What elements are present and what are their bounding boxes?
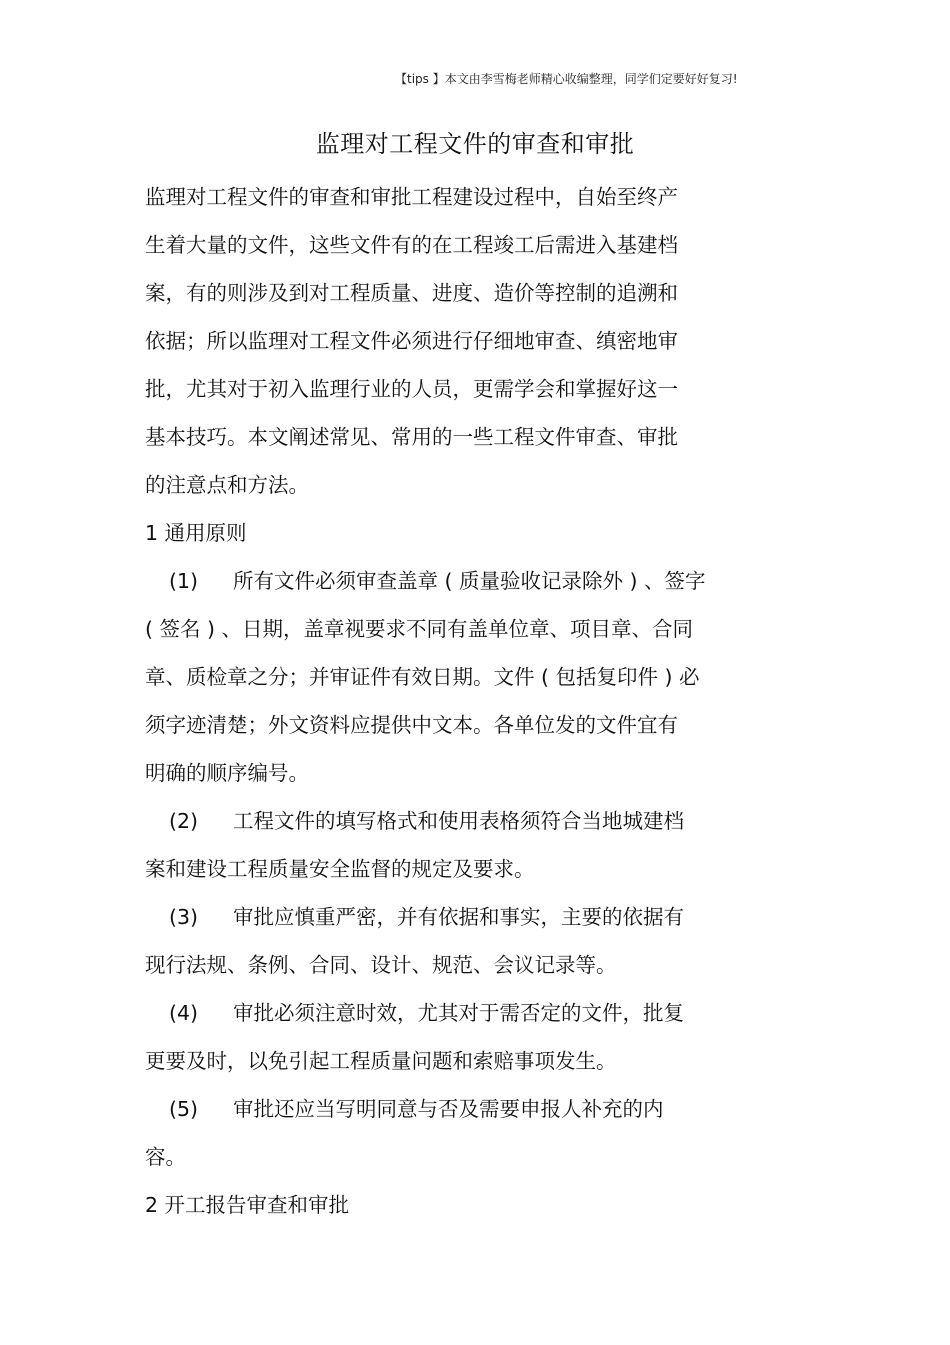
page-title: 监理对工程文件的审查和审批 [315, 130, 635, 158]
intro-line: 的注意点和方法。 [145, 473, 309, 497]
section-heading: 1 通用原则 [145, 521, 247, 545]
list-item-first-line [145, 1097, 664, 1121]
item-text: 审批还应当写明同意与否及需要申报人补充的内 [233, 1097, 664, 1121]
section-heading: 2 开工报告审查和审批 [145, 1193, 350, 1217]
list-item-line: 容。 [145, 1145, 186, 1169]
item-number: (2) [169, 809, 199, 833]
list-item-line: 更要及时，以免引起工程质量问题和索赔事项发生。 [145, 1049, 617, 1073]
list-item-first-line [145, 905, 684, 929]
list-item-first-line [145, 1001, 684, 1025]
intro-line: 案，有的则涉及到对工程质量、进度、造价等控制的追溯和 [145, 281, 678, 305]
list-item-line: ( 签名 ) 、日期，盖章视要求不同有盖单位章、项目章、合同 [145, 617, 694, 641]
intro-line: 批，尤其对于初入监理行业的人员，更需学会和掌握好这一 [145, 377, 678, 401]
list-item-line: 须字迹清楚；外文资料应提供中文本。各单位发的文件宜有 [145, 713, 678, 737]
item-text: 审批应慎重严密，并有依据和事实，主要的依据有 [233, 905, 684, 929]
list-item-first-line [145, 569, 706, 593]
list-item-line: 现行法规、条例、合同、设计、规范、会议记录等。 [145, 953, 617, 977]
item-text: 审批必须注意时效，尤其对于需否定的文件，批复 [233, 1001, 684, 1025]
list-item-first-line [145, 809, 684, 833]
intro-line: 生着大量的文件，这些文件有的在工程竣工后需进入基建档 [145, 233, 678, 257]
item-text: 工程文件的填写格式和使用表格须符合当地城建档 [233, 809, 684, 833]
item-text: 所有文件必须审查盖章 ( 质量验收记录除外 ) 、签字 [233, 569, 706, 593]
item-number: (5) [169, 1097, 199, 1121]
item-number: (3) [169, 905, 199, 929]
item-number: (1) [169, 569, 199, 593]
intro-line: 监理对工程文件的审查和审批工程建设过程中，自始至终产 [145, 185, 678, 209]
list-item-line: 案和建设工程质量安全监督的规定及要求。 [145, 857, 535, 881]
item-number: (4) [169, 1001, 199, 1025]
tip-header: 【tips 】本文由李雪梅老师精心收编整理，同学们定要好好复习! [395, 72, 738, 86]
intro-line: 依据；所以监理对工程文件必须进行仔细地审查、缜密地审 [145, 329, 678, 353]
list-item-line: 明确的顺序编号。 [145, 761, 309, 785]
list-item-line: 章、质检章之分；并审证件有效日期。文件 ( 包括复印件 ) 必 [145, 665, 700, 689]
intro-line: 基本技巧。本文阐述常见、常用的一些工程文件审查、审批 [145, 425, 678, 449]
